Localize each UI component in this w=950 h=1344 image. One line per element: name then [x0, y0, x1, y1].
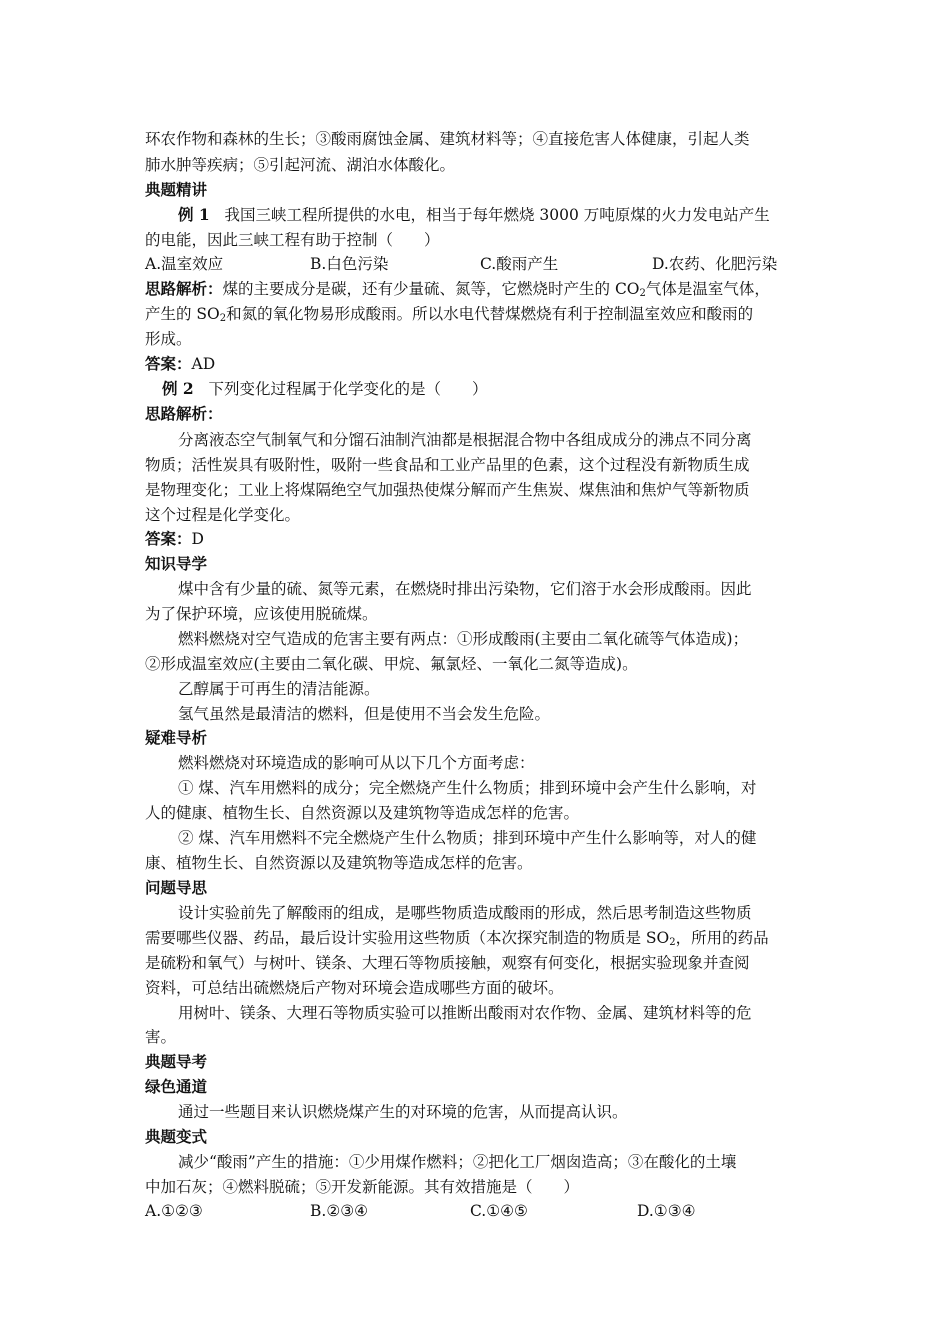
yinan-line-5: 康、植物生长、自然资源以及建筑物等造成怎样的危害。 — [145, 854, 533, 872]
wenti-line-3: 是硫粉和氧气）与树叶、镁条、大理石等物质接触，观察有何变化，根据实验现象并查阅 — [145, 954, 750, 972]
example-2-question — [162, 378, 487, 400]
yinan-line-4: ② 煤、汽车用燃料不完全燃烧产生什么物质；排到环境中产生什么影响等，对人的健 — [178, 829, 757, 847]
example-2-text: 下列变化过程属于化学变化的是（ ） — [208, 380, 488, 398]
example-2-answer-value: D — [191, 530, 204, 548]
example-1-option-c: C.酸雨产生 — [480, 255, 559, 273]
example-1-analysis-line-2 — [145, 303, 753, 325]
zhishi-line-1: 煤中含有少量的硫、氮等元素，在燃烧时排出污染物，它们溶于水会形成酸雨。因此 — [178, 580, 752, 598]
bianshi-option-b: B.②③④ — [310, 1202, 369, 1220]
section-heading-daokao: 典题导考 — [145, 1052, 208, 1071]
example-2-analysis-label: 思路解析： — [145, 404, 223, 423]
example-2-analysis-line-1: 分离液态空气制氧气和分馏石油制汽油都是根据混合物中各组成成分的沸点不同分离 — [178, 431, 752, 449]
section-heading-dianti: 典题精讲 — [145, 180, 208, 199]
bianshi-line-2: 中加石灰；④燃料脱硫；⑤开发新能源。其有效措施是（ ） — [145, 1178, 580, 1196]
example-1-option-b: B.白色污染 — [310, 255, 389, 273]
yinan-line-3: 人的健康、植物生长、自然资源以及建筑物等造成怎样的危害。 — [145, 804, 580, 822]
wenti-line-2-text-a: 需要哪些仪器、药品，最后设计实验用这些物质（本次探究制造的物质是 SO — [145, 929, 670, 947]
wenti-line-6: 害。 — [145, 1028, 177, 1046]
wenti-line-1: 设计实验前先了解酸雨的组成，是哪些物质造成酸雨的形成，然后思考制造这些物质 — [178, 904, 752, 922]
section-heading-yinan: 疑难导析 — [145, 728, 208, 747]
co2-subscript: 2 — [639, 288, 646, 299]
yinan-line-2: ① 煤、汽车用燃料的成分；完全燃烧产生什么物质；排到环境中会产生什么影响，对 — [178, 779, 757, 797]
wenti-line-2 — [145, 927, 769, 949]
bianshi-line-1: 减少“酸雨”产生的措施：①少用煤作燃料；②把化工厂烟囱造高；③在酸化的土壤 — [178, 1153, 737, 1171]
example-2-answer-label: 答案： — [145, 529, 192, 548]
example-2-answer — [145, 528, 204, 550]
bianshi-option-d: D.①③④ — [637, 1202, 696, 1220]
example-1-text: 我国三峡工程所提供的水电，相当于每年燃烧 3000 万吨原煤的火力发电站产生 — [224, 206, 770, 224]
yinan-line-1: 燃料燃烧对环境造成的影响可从以下几个方面考虑： — [178, 754, 535, 772]
section-heading-zhishi: 知识导学 — [145, 554, 208, 573]
lvse-line-1: 通过一些题目来认识燃烧煤产生的对环境的危害，从而提高认识。 — [178, 1103, 628, 1121]
bianshi-option-c: C.①④⑤ — [470, 1202, 528, 1220]
example-1-answer — [145, 353, 215, 375]
intro-line-1: 环农作物和森林的生长；③酸雨腐蚀金属、建筑材料等；④直接危害人体健康，引起人类 — [145, 130, 750, 148]
wenti-line-2-text-b: ，所用的药品 — [675, 929, 769, 947]
zhishi-line-6: 氢气虽然是最清洁的燃料，但是使用不当会发生危险。 — [178, 705, 551, 723]
wenti-line-4: 资料，可总结出硫燃烧后产物对环境会造成哪些方面的破坏。 — [145, 979, 564, 997]
zhishi-line-5: 乙醇属于可再生的清洁能源。 — [178, 680, 380, 698]
example-1-option-a: A.温室效应 — [145, 255, 224, 273]
zhishi-line-4: ②形成温室效应(主要由二氧化碳、甲烷、氟氯烃、一氧化二氮等造成)。 — [145, 655, 638, 673]
zhishi-line-2: 为了保护环境，应该使用脱硫煤。 — [145, 605, 378, 623]
example-1-analysis-label: 思路解析： — [145, 279, 223, 298]
example-1-question-line-1 — [178, 204, 770, 226]
section-heading-bianshi: 典题变式 — [145, 1127, 208, 1146]
example-1-label: 例 1 — [178, 205, 210, 224]
example-1-analysis-text-d: 和氮的氧化物易形成酸雨。所以水电代替煤燃烧有利于控制温室效应和酸雨的 — [226, 305, 754, 323]
example-2-analysis-line-4: 这个过程是化学变化。 — [145, 506, 301, 524]
section-heading-lvse: 绿色通道 — [145, 1077, 208, 1096]
example-1-option-d: D.农药、化肥污染 — [652, 255, 778, 273]
example-2-analysis-line-2: 物质；活性炭具有吸附性，吸附一些食品和工业产品里的色素，这个过程没有新物质生成 — [145, 456, 750, 474]
example-1-answer-value: AD — [191, 355, 216, 373]
example-1-analysis-text-c: 产生的 SO — [145, 305, 220, 323]
zhishi-line-3: 燃料燃烧对空气造成的危害主要有两点：①形成酸雨(主要由二氧化硫等气体造成)； — [178, 630, 749, 648]
example-1-analysis-text-b: 气体是温室气体， — [645, 280, 770, 298]
example-1-question-line-2: 的电能，因此三峡工程有助于控制（ ） — [145, 231, 440, 249]
wenti-line-5: 用树叶、镁条、大理石等物质实验可以推断出酸雨对农作物、金属、建筑材料等的危 — [178, 1004, 752, 1022]
section-heading-wenti: 问题导思 — [145, 878, 208, 897]
example-2-label: 例 2 — [162, 379, 194, 398]
intro-line-2: 肺水肿等疾病；⑤引起河流、湖泊水体酸化。 — [145, 156, 456, 174]
example-1-answer-label: 答案： — [145, 354, 192, 373]
so2-subscript: 2 — [219, 313, 227, 324]
example-1-analysis-text-a: 煤的主要成分是碳，还有少量硫、氮等，它燃烧时产生的 CO — [222, 280, 640, 298]
example-2-analysis-line-3: 是物理变化；工业上将煤隔绝空气加强热使煤分解而产生焦炭、煤焦油和焦炉气等新物质 — [145, 481, 750, 499]
example-1-analysis-line-1 — [145, 278, 770, 300]
so2-subscript-2: 2 — [669, 937, 676, 948]
example-1-analysis-line-3: 形成。 — [145, 330, 192, 348]
bianshi-option-a: A.①②③ — [145, 1202, 203, 1220]
